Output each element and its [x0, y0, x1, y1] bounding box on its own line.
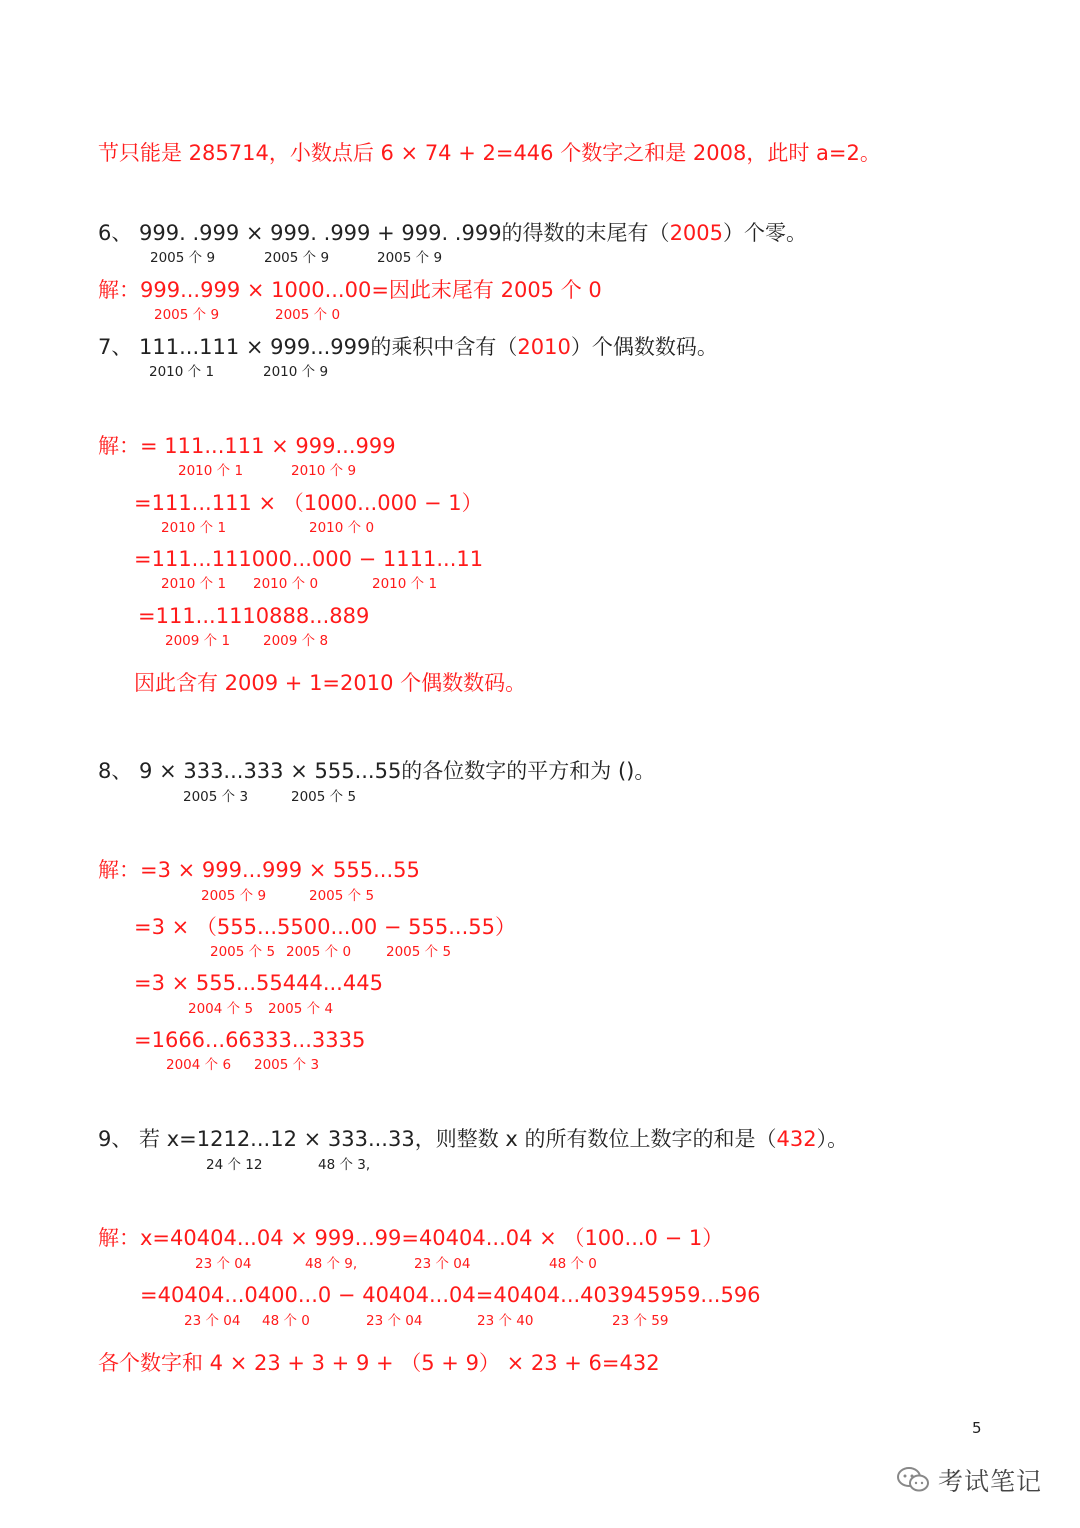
- digit-count-annotation: 2005 个 3: [183, 789, 249, 805]
- digit-count-annotation: 2005 个 9: [150, 250, 216, 266]
- text-line: =111...111000...000 − 1111...11: [134, 547, 484, 571]
- digit-count-annotation: 48 个 0: [262, 1313, 310, 1329]
- digit-count-annotation: 2005 个 9: [377, 250, 443, 266]
- digit-count-annotation: 2005 个 5: [309, 888, 375, 904]
- text-line: 解：x=40404...04 × 999...99=40404...04 × （100...0 − 1）: [98, 1226, 724, 1250]
- text-line: =40404...0400...0 − 40404...04=40404...403945959...596: [140, 1283, 761, 1307]
- text-line: 解：= 111...111 × 999...999: [98, 434, 396, 458]
- digit-count-annotation: 2010 个 1: [178, 463, 244, 479]
- question-text: ...111 × 999...999的乘积中含有（: [179, 335, 518, 359]
- digit-count-annotation: 23 个 04: [195, 1256, 252, 1272]
- digit-count-annotation: 2010 个 1: [149, 364, 215, 380]
- digit-count-annotation: 23 个 40: [477, 1313, 534, 1329]
- text-line: [98, 220, 807, 246]
- question-text: ）个偶数数码。: [570, 335, 718, 359]
- digit-count-annotation: 2010 个 0: [253, 576, 319, 592]
- answer-text: 2005: [669, 221, 724, 245]
- question-text: . .: [310, 221, 331, 245]
- chat-bubble-icon: [896, 1465, 930, 1495]
- digit-count-annotation: 2010 个 1: [161, 520, 227, 536]
- answer-text: 432: [776, 1127, 817, 1151]
- digit-count-annotation: 48 个 0: [549, 1256, 597, 1272]
- question-text: 9、 若 x=1212...12 × 333...33，则整数 x 的所有数位上数字的和是（: [98, 1127, 777, 1151]
- digit-count-annotation: 48 个 9,: [305, 1256, 358, 1272]
- digit-count-annotation: 24 个 12: [206, 1157, 263, 1173]
- digit-count-annotation: 2005 个 0: [286, 944, 352, 960]
- question-text: 7、 111: [98, 335, 180, 359]
- digit-count-annotation: 2004 个 6: [166, 1057, 232, 1073]
- digit-count-annotation: 2005 个 9: [154, 307, 220, 323]
- digit-count-annotation: 23 个 04: [366, 1313, 423, 1329]
- digit-count-annotation: 2005 个 0: [275, 307, 341, 323]
- digit-count-annotation: 2010 个 9: [263, 364, 329, 380]
- digit-count-annotation: 2009 个 1: [165, 633, 231, 649]
- digit-count-annotation: 48 个 3,: [318, 1157, 371, 1173]
- digit-count-annotation: 2009 个 8: [263, 633, 329, 649]
- digit-count-annotation: 2005 个 9: [264, 250, 330, 266]
- digit-count-annotation: 23 个 59: [612, 1313, 669, 1329]
- digit-count-annotation: 23 个 04: [184, 1313, 241, 1329]
- text-line: 因此含有 2009 + 1=2010 个偶数数码。: [134, 671, 527, 695]
- digit-count-annotation: 23 个 04: [414, 1256, 471, 1272]
- watermark-text: 考试笔记: [938, 1467, 1043, 1496]
- text-line: 各个数字和 4 × 23 + 3 + 9 + （5 + 9） × 23 + 6=432: [98, 1351, 660, 1375]
- page-number: 5: [972, 1419, 982, 1437]
- text-line: =3 × （555...5500...00 − 555...55）: [134, 915, 516, 939]
- text-line: =3 × 555...55444...445: [134, 971, 383, 995]
- digit-count-annotation: 2010 个 1: [161, 576, 227, 592]
- text-line: 8、 9 × 333...333 × 555...55的各位数字的平方和为 ()。: [98, 759, 656, 783]
- question-text: . .: [441, 221, 462, 245]
- text-line: [98, 334, 718, 360]
- question-text: 999 + 999: [330, 221, 442, 245]
- text-line: 解：999...999 × 1000...00=因此末尾有 2005 个 0: [98, 278, 602, 302]
- answer-text: 2010: [517, 335, 571, 359]
- text-line: [98, 1126, 848, 1152]
- question-text: 6、 999: [98, 221, 180, 245]
- digit-count-annotation: 2005 个 9: [201, 888, 267, 904]
- text-line: 节只能是 285714，小数点后 6 × 74 + 2=446 个数字之和是 2008，此时 a=2。: [98, 141, 881, 165]
- digit-count-annotation: 2005 个 5: [291, 789, 357, 805]
- text-line: 解：=3 × 999...999 × 555...55: [98, 858, 420, 882]
- text-line: =111...111 × （1000...000 − 1）: [134, 491, 483, 515]
- digit-count-annotation: 2004 个 5: [188, 1001, 254, 1017]
- question-text: 999 × 999: [199, 221, 311, 245]
- text-line: =111...1110888...889: [138, 604, 370, 628]
- digit-count-annotation: 2005 个 4: [268, 1001, 334, 1017]
- watermark: [896, 1460, 1042, 1500]
- digit-count-annotation: 2005 个 3: [254, 1057, 320, 1073]
- question-text: . .: [179, 221, 200, 245]
- text-line: =1666...66333...3335: [134, 1028, 366, 1052]
- question-text: ）个零。: [723, 221, 808, 245]
- question-text: 999的得数的末尾有（: [461, 221, 670, 245]
- question-text: ）。: [816, 1127, 849, 1151]
- digit-count-annotation: 2010 个 9: [291, 463, 357, 479]
- digit-count-annotation: 2010 个 0: [309, 520, 375, 536]
- digit-count-annotation: 2005 个 5: [210, 944, 276, 960]
- digit-count-annotation: 2010 个 1: [372, 576, 438, 592]
- digit-count-annotation: 2005 个 5: [386, 944, 452, 960]
